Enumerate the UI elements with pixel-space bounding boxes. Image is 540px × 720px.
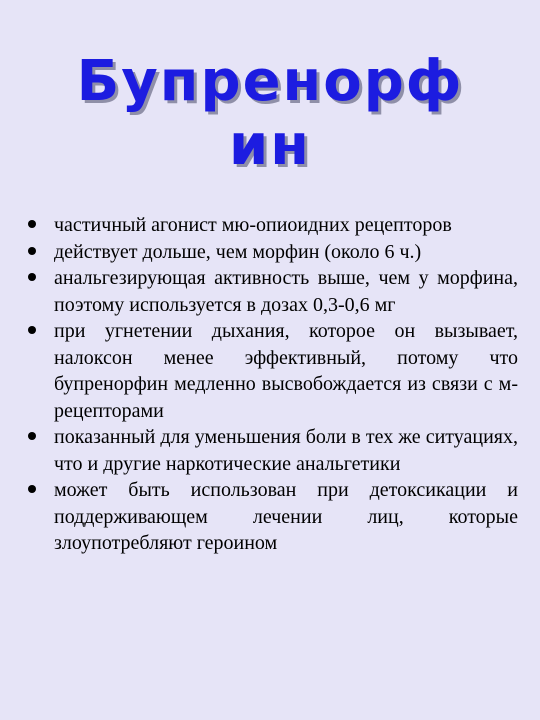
slide-title-line-1: Бупренорф bbox=[76, 49, 464, 114]
bullet-text: при угнетении дыхания, которое он вызывает, налоксон менее эффективный, потому что бупренорфин медленно высвобождается из связи с м-рецепторами bbox=[54, 320, 518, 422]
bullet-dot-icon bbox=[28, 273, 36, 281]
bullet-dot-icon bbox=[28, 326, 36, 334]
bullet-dot-icon bbox=[28, 247, 36, 255]
bullet-item-5 bbox=[26, 424, 518, 477]
bullet-text: анальгезирующая активность выше, чем у морфина, поэтому используется в дозах 0,3-0,6 мг bbox=[54, 267, 518, 316]
bullet-dot-icon bbox=[28, 485, 36, 493]
slide-title-line-2: ин bbox=[229, 113, 311, 178]
bullet-item-1 bbox=[26, 212, 518, 239]
bullet-item-6 bbox=[26, 477, 518, 557]
bullet-text: может быть использован при детоксикации и поддерживающем лечении лиц, которые злоупотребляют героином bbox=[54, 479, 518, 554]
bullet-item-3 bbox=[26, 265, 518, 318]
bullet-item-2 bbox=[26, 239, 518, 266]
bullet-item-4 bbox=[26, 318, 518, 424]
bullet-text: действует дольше, чем морфин (около 6 ч.) bbox=[54, 240, 422, 263]
bullet-dot-icon bbox=[28, 220, 36, 228]
bullet-dot-icon bbox=[28, 432, 36, 440]
slide-title bbox=[40, 50, 500, 178]
bullet-text: частичный агонист мю-опиоидних рецепторов bbox=[54, 214, 452, 236]
bullet-list bbox=[26, 212, 518, 557]
bullet-text: показанный для уменьшения боли в тех же ситуациях, что и другие наркотические анальгетики bbox=[54, 426, 518, 475]
